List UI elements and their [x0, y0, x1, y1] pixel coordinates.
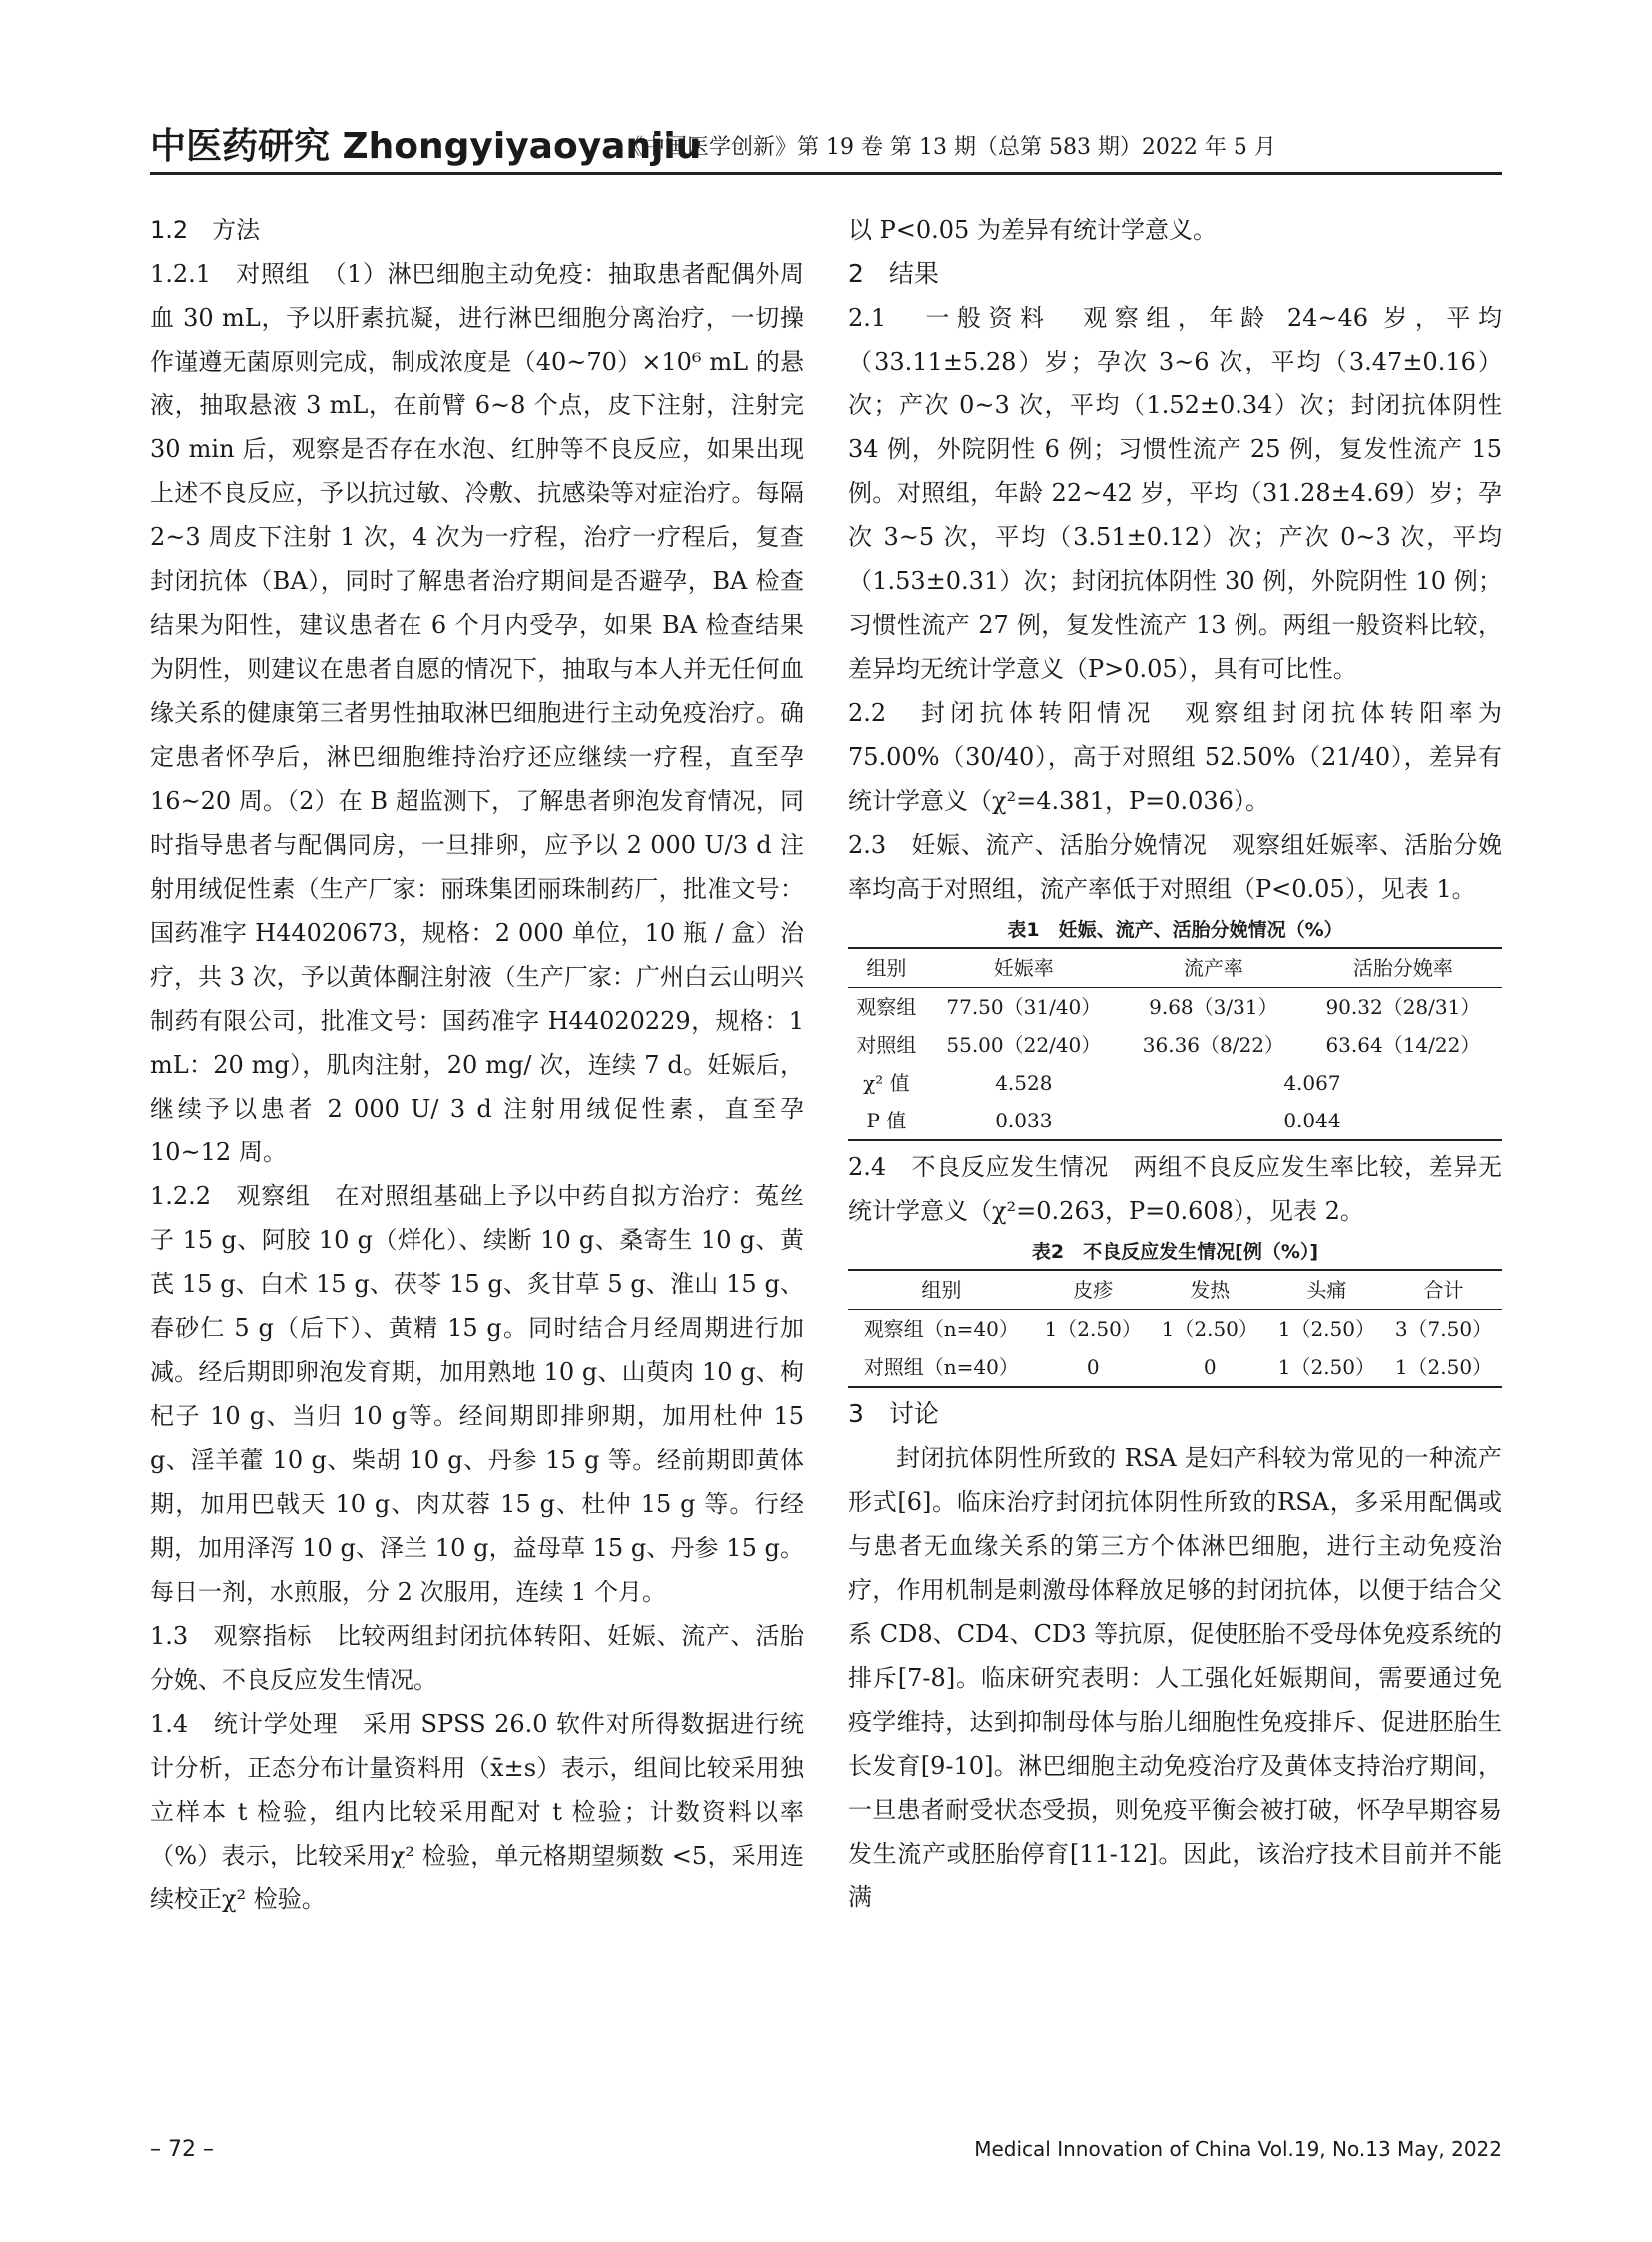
journal-section-title: 中医药研究 Zhongyiyaoyanjiu [150, 126, 702, 167]
table-cell: 1（2.50） [1394, 1355, 1493, 1379]
table-cell: 4.067 [1283, 1071, 1341, 1095]
stat-significance-line: 以 P<0.05 为差异有统计学意义。 [848, 216, 1217, 244]
table-cell: 0 [1086, 1355, 1100, 1379]
table-row [848, 988, 1502, 1027]
section-1-2-heading: 1.2 方法 [150, 216, 261, 244]
table-2-header: 头痛 [1306, 1278, 1347, 1302]
table-cell: 1（2.50） [1277, 1317, 1375, 1341]
page-header [150, 118, 1502, 174]
table-cell: 55.00（22/40） [946, 1033, 1102, 1057]
table-cell: 1（2.50） [1044, 1317, 1142, 1341]
table-cell: 36.36（8/22） [1142, 1033, 1284, 1057]
table-1 [848, 947, 1502, 1141]
table-cell: 1（2.50） [1161, 1317, 1258, 1341]
table-cell: 对照组 [856, 1033, 917, 1057]
table-row [848, 1102, 1502, 1140]
table-cell: χ² 值 [863, 1071, 910, 1095]
footer-journal-info: Medical Innovation of China Vol.19, No.13 May, 2022 [974, 2137, 1502, 2161]
table-cell: 对照组（n=40） [863, 1355, 1019, 1379]
table-row [848, 1348, 1502, 1387]
table-cell: 4.528 [995, 1071, 1053, 1095]
journal-issue-info: 《中国医学创新》第 19 卷 第 13 期（总第 583 期）2022 年 5 月 [621, 135, 1276, 160]
section-2-4-paragraph: 2.4 不良反应发生情况 两组不良反应发生率比较，差异无统计学意义（χ²=0.263，P=0.608），见表 2。 [848, 1153, 1502, 1225]
table-row [848, 1310, 1502, 1349]
page-number: – 72 – [150, 2137, 214, 2162]
table-2-header: 合计 [1423, 1278, 1464, 1302]
section-1-4-paragraph: 1.4 统计学处理 采用 SPSS 26.0 软件对所得数据进行统计分析，正态分布计量资料用（x̄±s）表示，组间比较采用独立样本 t 检验，组内比较采用配对 t 检验；计数资料以率（%）表示，比较采用χ² 检验，单元格期望频数 <5，采用连续校正χ² 检验。 [150, 1710, 804, 1913]
table-cell: 0.044 [1283, 1109, 1341, 1132]
table-cell: 3（7.50） [1394, 1317, 1493, 1341]
section-2-3-paragraph: 2.3 妊娠、流产、活胎分娩情况 观察组妊娠率、活胎分娩率均高于对照组，流产率低于对照组（P<0.05），见表 1。 [848, 831, 1502, 903]
table-1-caption: 表1 妊娠、流产、活胎分娩情况（%） [1007, 919, 1343, 941]
table-2-header: 组别 [921, 1278, 962, 1302]
table-cell: 观察组（n=40） [863, 1317, 1019, 1341]
section-3-paragraph: 封闭抗体阴性所致的 RSA 是妇产科较为常见的一种流产形式[6]。临床治疗封闭抗体阴性所致的RSA，多采用配偶或与患者无血缘关系的第三方个体淋巴细胞，进行主动免疫治疗，作用机制是刺激母体释放足够的封闭抗体，以便于结合父系 CD8、CD4、CD3 等抗原，促使胚胎不受母体免疫系统的排斥[7-8]。临床研究表明：人工强化妊娠期间，需要通过免疫学维持，达到抑制母体与胎儿细胞性免疫排斥、促进胚胎生长发育[9-10]。淋巴细胞主动免疫治疗及黄体支持治疗期间，一旦患者耐受状态受损，则免疫平衡会被打破，怀孕早期容易发生流产或胚胎停育[11-12]。因此，该治疗技术目前并不能满 [848, 1444, 1502, 1911]
section-2-heading: 2 结果 [848, 259, 939, 288]
section-1-3-paragraph: 1.3 观察指标 比较两组封闭抗体转阳、妊娠、流产、活胎分娩、不良反应发生情况。 [150, 1622, 804, 1694]
table-cell: 1（2.50） [1277, 1355, 1375, 1379]
table-1-header: 活胎分娩率 [1352, 956, 1453, 980]
table-cell: 77.50（31/40） [946, 995, 1102, 1019]
table-row [848, 1026, 1502, 1064]
table-1-header: 流产率 [1183, 956, 1243, 980]
table-1-header: 妊娠率 [993, 956, 1054, 980]
table-2 [848, 1269, 1502, 1388]
section-2-1-paragraph: 2.1 一般资料 观察组，年龄 24~46 岁，平均（33.11±5.28）岁；孕次 3~6 次，平均（3.47±0.16）次；产次 0~3 次，平均（1.52±0.34）次；封闭抗体阴性 34 例，外院阴性 6 例；习惯性流产 25 例，复发性流产 15 例。对照组，年龄 22~42 岁，平均（31.28±4.69）岁；孕次 3~5 次，平均（3.51±0.12）次；产次 0~3 次，平均（1.53±0.31）次；封闭抗体阴性 30 例，外院阴性 10 例；习惯性流产 27 例，复发性流产 13 例。两组一般资料比较，差异均无统计学意义（P>0.05），具有可比性。 [848, 304, 1502, 683]
table-cell: 0 [1203, 1355, 1217, 1379]
table-cell: 0.033 [995, 1109, 1053, 1132]
table-2-header: 发热 [1190, 1278, 1231, 1302]
left-column [150, 208, 804, 1921]
header-rule [150, 172, 1502, 175]
section-1-2-2-paragraph: 1.2.2 观察组 在对照组基础上予以中药自拟方治疗：菟丝子 15 g、阿胶 10 g（烊化）、续断 10 g、桑寄生 10 g、黄芪 15 g、白术 15 g、茯苓 15 g、炙甘草 5 g、淮山 15 g、春砂仁 5 g（后下）、黄精 15 g。同时结合月经周期进行加减。经后期即卵泡发育期，加用熟地 10 g、山萸肉 10 g、枸杞子 10 g、当归 10 g等。经间期即排卵期，加用杜仲 15 g、淫羊藿 10 g、柴胡 10 g、丹参 15 g 等。经前期即黄体期，加用巴戟天 10 g、肉苁蓉 15 g、杜仲 15 g 等。行经期，加用泽泻 10 g、泽兰 10 g，益母草 15 g、丹参 15 g。每日一剂，水煎服，分 2 次服用，连续 1 个月。 [150, 1182, 804, 1606]
table-cell: 90.32（28/31） [1325, 995, 1481, 1019]
section-2-2-paragraph: 2.2 封闭抗体转阳情况 观察组封闭抗体转阳率为 75.00%（30/40），高于对照组 52.50%（21/40），差异有统计学意义（χ²=4.381，P=0.036）。 [848, 699, 1502, 815]
table-row [848, 1064, 1502, 1102]
section-1-2-1-paragraph: 1.2.1 对照组 （1）淋巴细胞主动免疫：抽取患者配偶外周血 30 mL，予以肝素抗凝，进行淋巴细胞分离治疗，一切操作谨遵无菌原则完成，制成浓度是（40~70）×10⁶ mL 的悬液，抽取悬液 3 mL，在前臂 6~8 个点，皮下注射，注射完 30 min 后，观察是否存在水泡、红肿等不良反应，如果出现上述不良反应，予以抗过敏、冷敷、抗感染等对症治疗。每隔 2~3 周皮下注射 1 次，4 次为一疗程，治疗一疗程后，复查封闭抗体（BA），同时了解患者治疗期间是否避孕，BA 检查结果为阳性，建议患者在 6 个月内受孕，如果 BA 检查结果为阴性，则建议在患者自愿的情况下，抽取与本人并无任何血缘关系的健康第三者男性抽取淋巴细胞进行主动免疫治疗。确定患者怀孕后，淋巴细胞维持治疗还应继续一疗程，直至孕 16~20 周。（2）在 B 超监测下，了解患者卵泡发育情况，同时指导患者与配偶同房，一旦排卵，应予以 2 000 U/3 d 注射用绒促性素（生产厂家：丽珠集团丽珠制药厂，批准文号：国药准字 H44020673，规格：2 000 单位，10 瓶 / 盒）治疗，共 3 次，予以黄体酮注射液（生产厂家：广州白云山明兴制药有限公司，批准文号：国药准字 H44020229，规格：1 mL：20 mg），肌肉注射，20 mg/ 次，连续 7 d。妊娠后，继续予以患者 2 000 U/ 3 d 注射用绒促性素，直至孕 10~12 周。 [150, 260, 804, 1166]
table-cell: P 值 [866, 1109, 907, 1132]
section-3-heading: 3 讨论 [848, 1399, 939, 1428]
table-2-header: 皮疹 [1073, 1278, 1114, 1302]
table-1-header: 组别 [866, 956, 907, 980]
table-2-caption: 表2 不良反应发生情况[例（%）] [1031, 1241, 1319, 1263]
table-cell: 63.64（14/22） [1325, 1033, 1481, 1057]
table-cell: 9.68（3/31） [1149, 995, 1278, 1019]
table-cell: 观察组 [856, 995, 917, 1019]
right-column [848, 208, 1502, 1919]
